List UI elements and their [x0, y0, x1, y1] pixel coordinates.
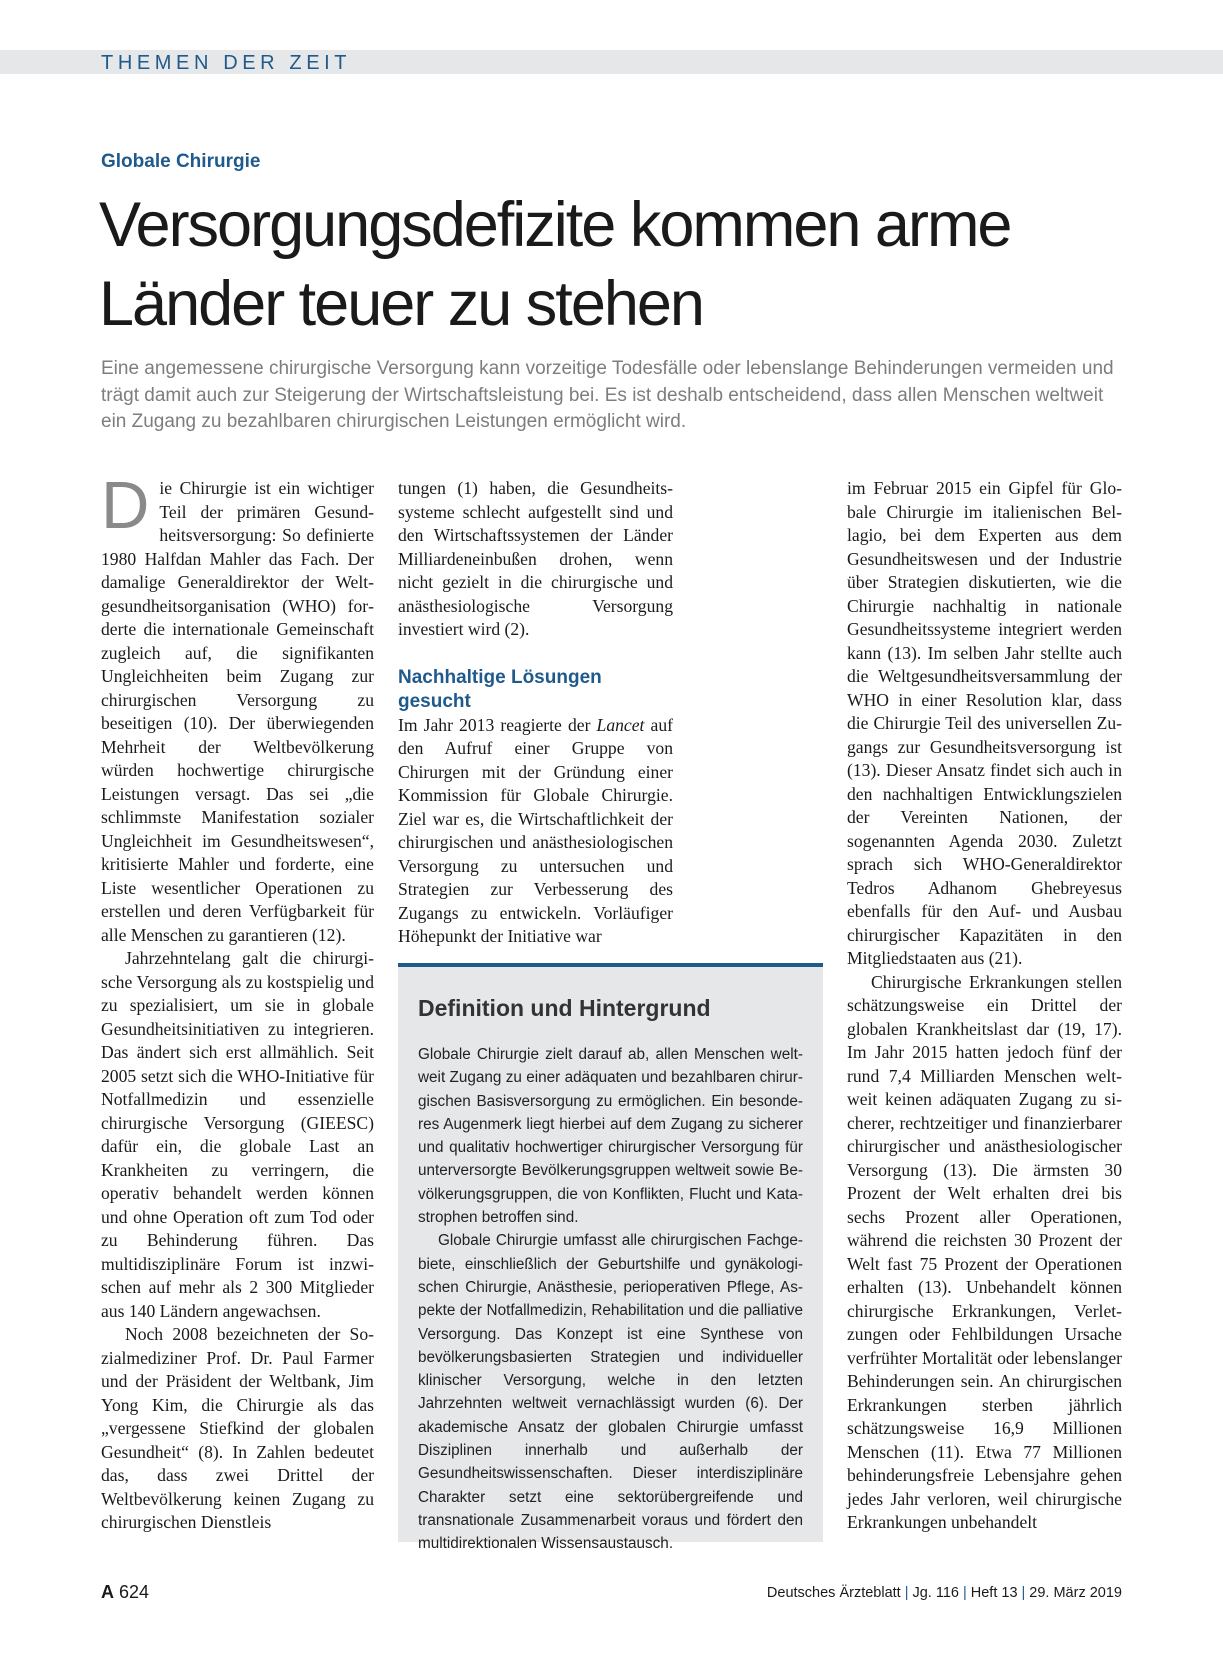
page-number-value: 624 [119, 1582, 150, 1602]
separator: | [904, 1585, 909, 1601]
issue: Heft 13 [970, 1585, 1018, 1601]
issue-date: 29. März 2019 [1029, 1585, 1122, 1601]
info-box-paragraph: Globale Chirurgie umfasst alle chirurgischen Fachgebiete, einschließlich der Geburtshilfe und gynäkologischen Chirurgie, Anästhesie, perioperativen Pflege, Aspekte der Notfallmedizin, Rehabilitation und die palliative Versorgung. Das Konzept ist eine Synthese von bevölkerungsbasierten Strategien und individueller klinischer Versorgung, welche in den letzten Jahrzehnten weltweit vernachlässigt wurden (6). Der akademische Ansatz der globalen Chirurgie umfasst Disziplinen innerhalb und außerhalb der Gesundheitswissenschaften. Dieser interdisziplinäre Charakter setzt eine sektorübergreifende und transnationale Zusammenarbeit voraus und fördert den multidirektionalen Wissensaustausch. [418, 1232, 803, 1553]
page-number [101, 1582, 149, 1603]
publication-name: Deutsches Ärzteblatt [766, 1585, 901, 1601]
paragraph-text: auf den Aufruf einer Gruppe von Chirurgen mit der Gründung einer Kommission für Globale Chirurgie. Ziel war es, die Wirtschaftlichkeit der chirurgischen und anästhesiologischen Versorgung zu untersuchen und Strategien zur Verbesserung des Zugangs zu entwickeln. Vorläufiger Höhepunkt der Initiative war [398, 714, 673, 946]
paragraph-intro [101, 468, 374, 947]
article-column-2 [398, 477, 673, 949]
paragraph: Chirurgische Erkrankungen stellen schätzungsweise ein Drittel der globalen Krankheitslast dar (19, 17). Im Jahr 2015 hatten jedoch fünf der rund 7,4 Milliarden Menschen weltweit keinen adäquaten Zugang zu sicherer, rechtzeitiger und finanzierbarer chirurgischer und anästhesiologischer Versorgung (13). Die ärmsten 30 Prozent der Welt erhalten drei bis sechs Prozent aller Operationen, während die reichsten 30 Prozent der Welt fast 75 Prozent der Operationen erhalten (13). Unbehandelt können chirurgische Erkrankungen, Verletzungen oder Fehlbildungen Ursache verfrühter Mortalität oder lebenslanger Behinderungen sein. An chirurgischen Erkrankungen sterben jährlich schätzungsweise 16,9 Millionen Menschen (11). Etwa 77 Millionen behinderungsfreie Lebensjahre gehen jedes Jahr verloren, weil chirurgische Erkrankungen unbehandelt [847, 971, 1122, 1532]
publication-info [767, 1585, 1122, 1601]
volume: Jg. 116 [912, 1585, 959, 1601]
article-column-1 [101, 468, 374, 1535]
subheading: Nachhaltige Lösungen gesucht [398, 666, 602, 712]
separator: | [1021, 1585, 1026, 1601]
article-kicker: Globale Chirurgie [101, 151, 261, 172]
paragraph: im Februar 2015 ein Gipfel für Globale Chirurgie im italienischen Bellagio, bei dem Experten aus dem Gesundheitswesen und der Industrie über Strategien diskutierten, wie die Chirurgie nachhaltig in nationale Gesundheitssysteme integriert werden kann (13). Im selben Jahr stellte auch die Weltgesundheitsversammlung der WHO in einer Resolution klar, dass die Chirurgie Teil des universellen Zugangs zur Gesundheitsversorgung ist (13). Dieser Ansatz findet sich auch in den nachhaltigen Entwicklungszielen der Vereinten Nationen, der sogenannten Agenda 2030. Zuletzt sprach sich WHO-Generaldirektor Tedros Adhanom Ghebreyesus ebenfalls für den Auf- und Ausbau chirurgischer Kapazitäten in den Mitgliedstaaten aus (21). [847, 478, 1122, 968]
paragraph: Noch 2008 bezeichneten der Sozialmediziner Prof. Dr. Paul Farmer und der Präsident der Weltbank, Jim Yong Kim, die Chirurgie als das „vergessene Stiefkind der globalen Gesundheit“ (8). In Zahlen bedeutet das, dass zwei Drittel der Weltbevölkerung keinen Zugang zu chirurgischen Dienstleis [101, 1324, 374, 1532]
info-box-title: Definition und Hintergrund [418, 995, 711, 1021]
article-lead: Eine angemessene chirurgische Versorgung kann vorzeitige Todesfälle oder lebenslange Behinderungen vermeiden und trägt damit auch zur Steigerung der Wirtschaftsleistung bei. Es ist deshalb entscheidend, dass allen Menschen weltweit ein Zugang zu bezahlbaren chirurgischen Leistungen ermöglicht wird. [101, 358, 1114, 432]
paragraph: Jahrzehntelang galt die chirurgische Versorgung als zu kostspielig und zu spezialisiert, um sie in globale Gesundheitsinitiativen zu integrieren. Das ändert sich erst allmählich. Seit 2005 setzt sich die WHO-Initiative für Notfallmedizin und essenzielle chirurgische Versorgung (GIEESC) dafür ein, die globale Last an Krankheiten zu verringern, die operativ behandelt werden können und ohne Operation oft zum Tod oder zu Behinderung führen. Das multidisziplinäre Forum ist inzwischen auf mehr als 2 300 Mitglieder aus 140 Ländern angewachsen. [101, 948, 374, 1321]
paragraph-intro-text: ie Chirurgie ist ein wichtiger Teil der primären Gesundheitsversorgung: So definierte 1980 Halfdan Mahler das Fach. Der damalige Generaldirektor der Weltgesundheitsorganisation (WHO) forderte die internationale Gemeinschaft zugleich auf, die signifikanten Ungleichheiten beim Zugang zur chirurgischen Versorgung zu beseitigen (10). Der überwiegenden Mehrheit der Weltbevölkerung würden hochwertige chirurgische Leistungen versagt. Das sei „die schlimmste Manifestation sozialer Ungleichheit im Gesundheitswesen“, kritisierte Mahler und forderte, eine Liste wesentlicher Operationen zu erstellen und deren Verfügbarkeit für alle Menschen zu garantieren (12). [101, 478, 374, 945]
journal-name: Lancet [596, 714, 645, 735]
paragraph-text: Im Jahr 2013 reagierte der [398, 714, 597, 735]
info-box [398, 963, 823, 1553]
dropcap: D [101, 468, 150, 543]
info-box-paragraph: Globale Chirurgie zielt darauf ab, allen Menschen weltweit Zugang zu einer adäquaten und bezahlbaren chirurgischen Basisversorgung zu ermöglichen. Ein besonderes Augenmerk liegt hierbei auf dem Zugang zu sicherer und qualitativ hochwertiger chirurgischer Versorgung für unterversorgte Bevölkerungsgruppen weltweit sowie Bevölkerungsgruppen, die von Konflikten, Flucht und Katastrophen betroffen sind. [418, 1046, 803, 1227]
article-column-3 [847, 477, 1122, 1535]
paragraph: tungen (1) haben, die Gesundheitssysteme schlecht aufgestellt sind und den Wirtschaftssystemen der Länder Milliardeneinbußen drohen, wenn nicht gezielt in die chirurgische und anästhesiologische Versorgung investiert wird (2). [398, 478, 673, 639]
article-headline: Versorgungsdefizite kommen arme Länder teuer zu stehen [99, 190, 1011, 339]
paragraph [398, 714, 673, 949]
info-box-body [418, 1043, 803, 1556]
section-label: THEMEN DER ZEIT [101, 52, 352, 74]
page-prefix: A [101, 1582, 114, 1602]
separator: | [962, 1585, 967, 1601]
